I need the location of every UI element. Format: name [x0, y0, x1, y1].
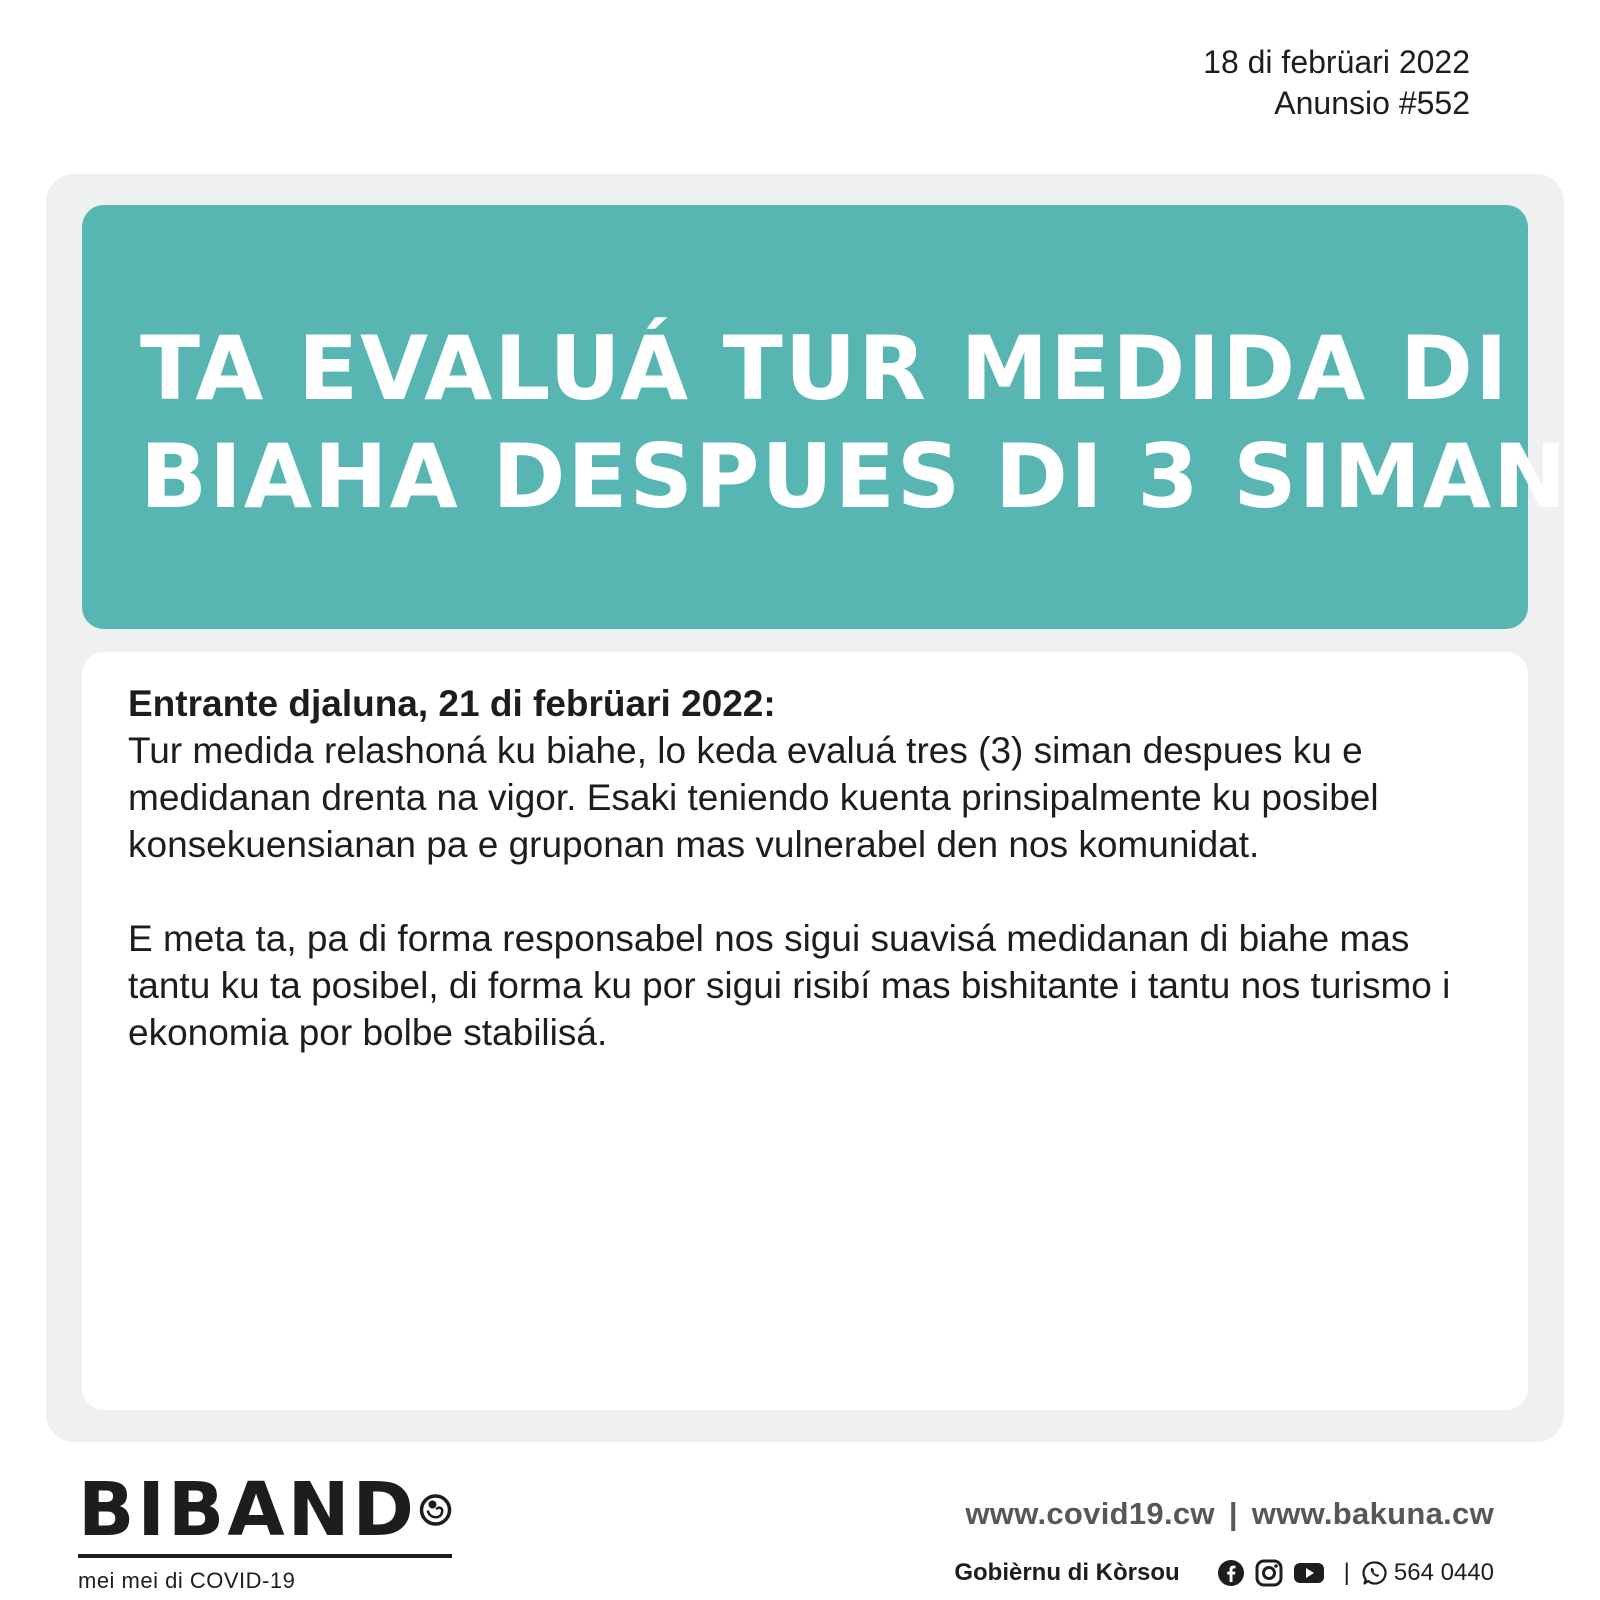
announcement-date: 18 di febrüari 2022	[1203, 44, 1470, 80]
logo-tagline: mei mei di COVID-19	[78, 1568, 296, 1593]
body-text	[128, 680, 1468, 1056]
whatsapp-icon	[1362, 1560, 1388, 1586]
body-paragraph-1: Tur medida relashoná ku biahe, lo keda evaluá tres (3) siman despues ku e medidanan drenta na vigor. Esaki teniendo kuenta prinsipalmente ku posibel konsekuensianan pa e gruponan mas vulnerabel den nos komunidat.	[128, 730, 1379, 865]
header-meta	[1203, 42, 1470, 124]
facebook-icon[interactable]	[1216, 1558, 1246, 1588]
logo-text: BIBAND	[78, 1467, 417, 1553]
phone-separator: |	[1343, 1559, 1350, 1586]
link-separator: |	[1228, 1496, 1238, 1531]
body-card	[82, 652, 1528, 1410]
phone-number[interactable]: 564 0440	[1393, 1559, 1494, 1586]
title-line-1: TA EVALUÁ TUR MEDIDA DI	[140, 317, 1510, 420]
baby-swirl-icon	[419, 1477, 452, 1543]
logo-underline	[78, 1554, 452, 1558]
government-contact-row	[954, 1558, 1494, 1588]
paragraph-spacer	[128, 868, 1468, 915]
body-paragraph-2: E meta ta, pa di forma responsabel nos sigui suavisá medidanan di biahe mas tantu ku ta posibel, di forma ku por sigui risibí mas bishitante i tantu nos turismo i ekonomia por bolbe stabilisá.	[128, 918, 1451, 1053]
page-title	[140, 315, 1569, 531]
title-line-2: BIAHA DESPUES DI 3 SIMAN	[140, 425, 1569, 528]
bibando-logo	[78, 1467, 452, 1594]
footer-contact	[954, 1496, 1494, 1588]
footer-links	[954, 1496, 1494, 1532]
bakuna-link[interactable]: www.bakuna.cw	[1251, 1496, 1494, 1531]
title-banner	[82, 205, 1569, 629]
announcement-number: Anunsio #552	[1274, 85, 1470, 121]
covid19-link[interactable]: www.covid19.cw	[965, 1496, 1215, 1531]
government-name: Gobièrnu di Kòrsou	[954, 1559, 1180, 1586]
logo-wordmark	[78, 1467, 452, 1553]
youtube-icon[interactable]	[1292, 1558, 1326, 1588]
instagram-icon[interactable]	[1254, 1558, 1284, 1588]
body-lead: Entrante djaluna, 21 di febrüari 2022:	[128, 683, 776, 724]
